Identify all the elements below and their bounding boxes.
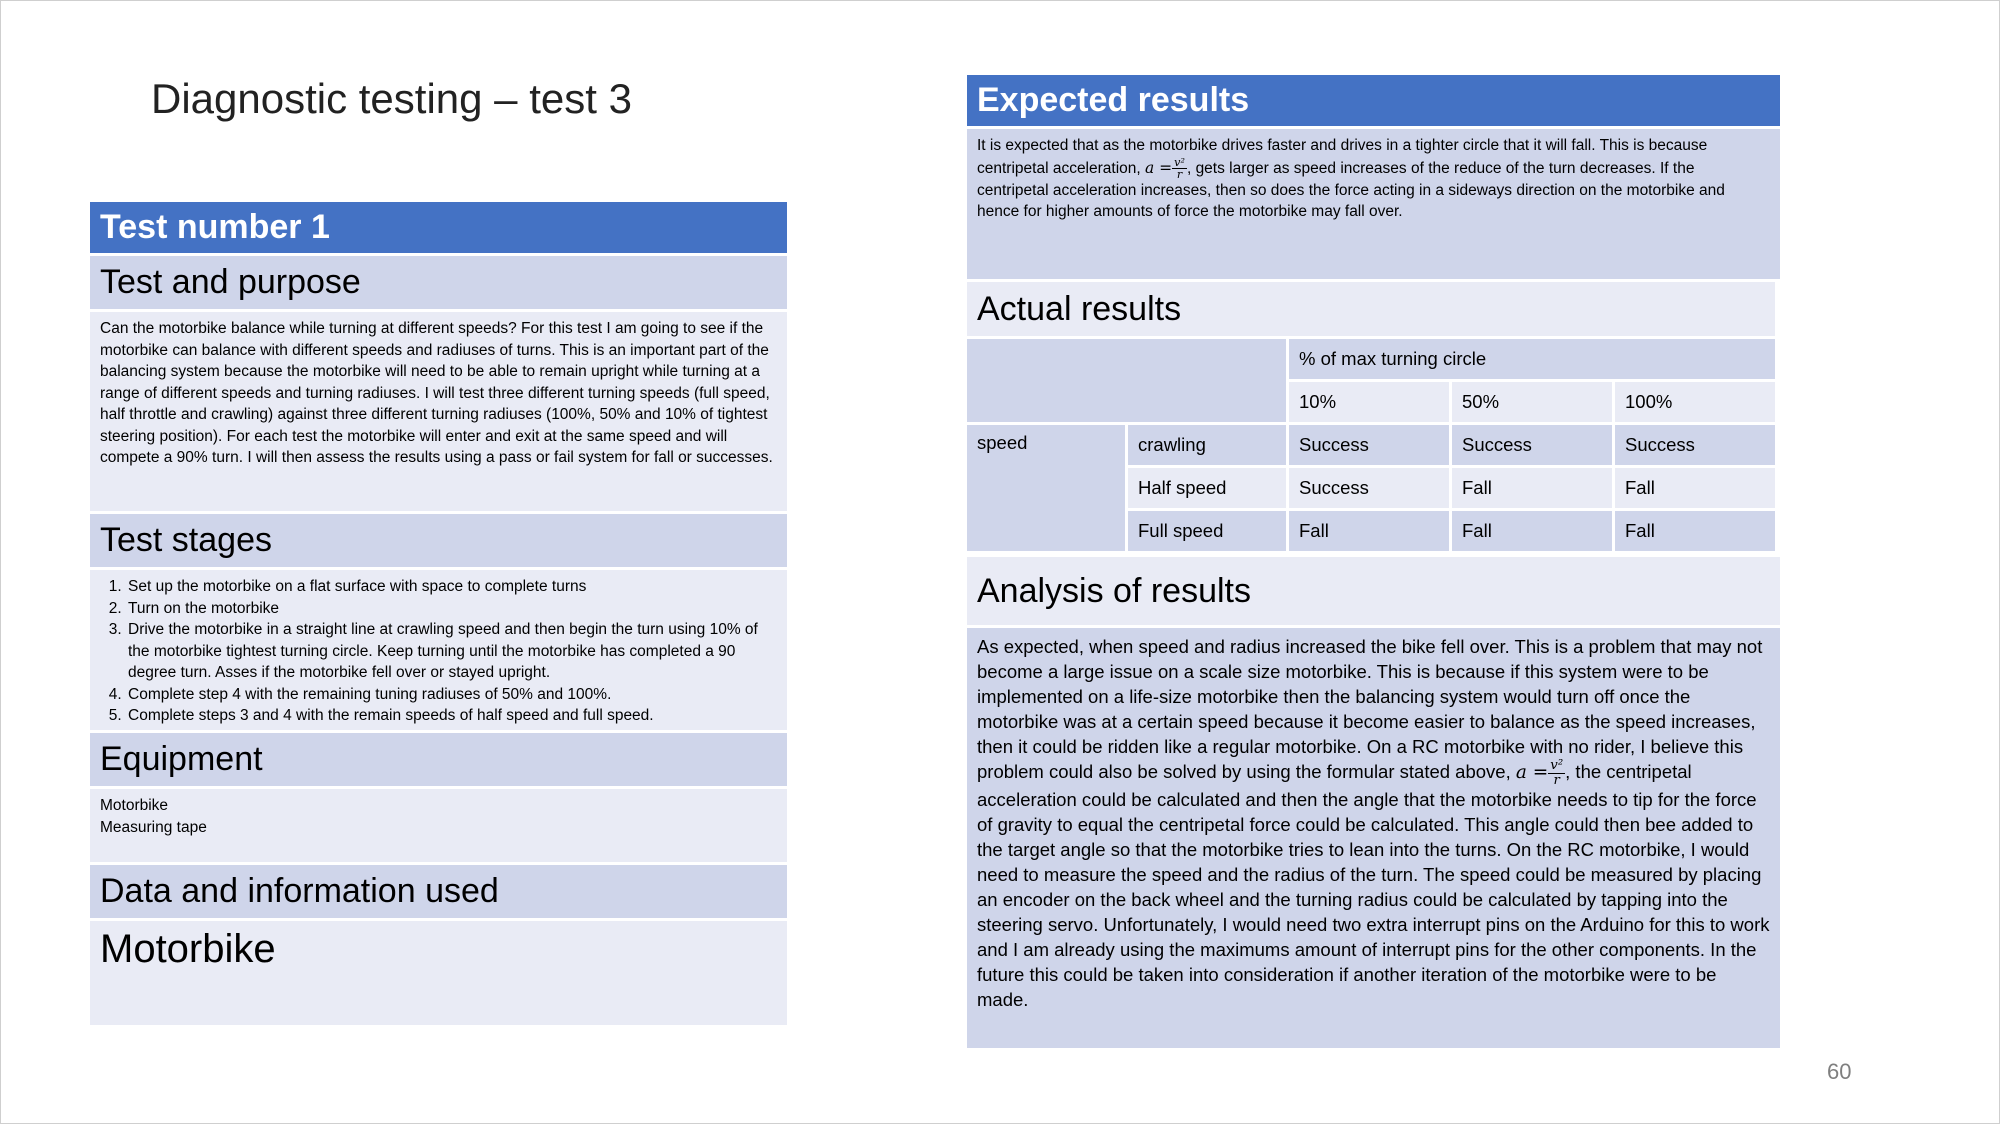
analysis-text <box>967 628 1780 1048</box>
analysis-text-part: , the centripetal acceleration could be calculated and then the angle that the motorbike needs to tip for the force of gravity to equal the centripetal force could be calculated. This angle could then bee added to the target angle so that the motorbike tries to lean into the turns. On the RC motorbike, I would need to measure the speed and the radius of the turn. The speed could be measured by placing an encoder on the back wheel and the turning radius could be calculated by tapping into the steering servo. Unfortunately, I would need two extra interrupt pins on the Arduino for this to work and I am already using the maximums amount of interrupt pins for the other components. In the future this could be taken into consideration if another iteration of the motorbike were to be made. <box>977 761 1770 1010</box>
slide-title: Diagnostic testing – test 3 <box>151 75 632 122</box>
result-cell: Fall <box>1289 511 1449 551</box>
analysis-table <box>967 557 1780 1048</box>
formula-denominator: r <box>1553 772 1560 788</box>
column-header: 50% <box>1452 382 1612 422</box>
formula-denominator: r <box>1176 167 1183 181</box>
result-cell: Success <box>1452 425 1612 465</box>
analysis-text-part: As expected, when speed and radius increased the bike fell over. This is a problem that may not become a large issue on a scale size motorbike. This is because if this system were to be implemented on a life-size motorbike then the balancing system would turn off once the motorbike was at a certain speed because it become easier to balance as the speed increases, then it could be ridden like a regular motorbike. On a RC motorbike with no rider, I believe this problem could also be solved by using the formular stated above, <box>977 636 1763 782</box>
expected-results-header: Expected results <box>967 75 1780 126</box>
stage-item: 4. Complete step 4 with the remaining tuning radiuses of 50% and 100%. <box>126 684 777 706</box>
row-label: Full speed <box>1128 511 1286 551</box>
test-purpose-text: Can the motorbike balance while turning at different speeds? For this test I am going to see if the motorbike can balance with different speeds and radiuses of turns. This is an important part of the balancing system because the motorbike will need to be able to remain upright while turning at a range of different speeds and turning radiuses. I will test three different turning speeds (full speed, half throttle and crawling) against three different turning radiuses (100%, 50% and 10% of tightest steering position). For each test the motorbike will enter and exit at the same speed and will compete a 90% turn. I will then assess the results using a pass or fail system for fall or successes. <box>90 312 787 511</box>
equipment-item: Measuring tape <box>100 818 207 836</box>
result-cell: Success <box>1289 468 1449 508</box>
result-cell: Fall <box>1452 468 1612 508</box>
page-number: 60 <box>1827 1059 1852 1084</box>
stage-item: 5. Complete steps 3 and 4 with the remain speeds of half speed and full speed. <box>126 705 777 727</box>
test-plan-table <box>90 202 787 1025</box>
result-cell: Fall <box>1615 468 1775 508</box>
test-number-header: Test number 1 <box>90 202 787 253</box>
equipment-heading: Equipment <box>90 733 787 786</box>
column-header: 100% <box>1615 382 1775 422</box>
result-cell: Success <box>1289 425 1449 465</box>
empty-corner-cell <box>967 339 1286 422</box>
analysis-heading: Analysis of results <box>967 557 1780 625</box>
expected-results-table <box>967 75 1780 279</box>
formula-numerator: v² <box>1174 155 1185 169</box>
test-stages-list <box>100 576 777 727</box>
test-purpose-heading: Test and purpose <box>90 256 787 309</box>
row-label: Half speed <box>1128 468 1286 508</box>
formula-fraction <box>1172 157 1187 180</box>
test-stages-heading: Test stages <box>90 514 787 567</box>
row-label: crawling <box>1128 425 1286 465</box>
result-cell: Fall <box>1615 511 1775 551</box>
equipment-cell <box>90 789 787 862</box>
column-header: 10% <box>1289 382 1449 422</box>
stage-item: 1. Set up the motorbike on a flat surface with space to complete turns <box>126 576 777 598</box>
result-cell: Success <box>1615 425 1775 465</box>
stage-item: 3. Drive the motorbike in a straight line at crawling speed and then begin the turn using 10% of the motorbike tightest turning circle. Keep turning until the motorbike has completed a 90 degree turn. Asses if the motorbike fell over or stayed upright. <box>126 619 777 684</box>
equipment-item: Motorbike <box>100 797 169 814</box>
actual-results-heading: Actual results <box>967 282 1775 336</box>
stage-item: 2. Turn on the motorbike <box>126 598 777 620</box>
expected-results-text <box>967 129 1780 279</box>
formula-numerator: v² <box>1550 758 1564 774</box>
formula-fraction <box>1548 759 1565 787</box>
result-cell: Fall <box>1452 511 1612 551</box>
actual-results-table <box>967 282 1780 551</box>
formula-lhs: a = <box>1145 158 1173 177</box>
data-info-heading: Data and information used <box>90 865 787 918</box>
expected-text-part: It is expected that as the motorbike drives faster and drives in a tighter circle that it will fall. This is because centripetal acceleration, <box>977 137 1708 177</box>
turning-circle-header: % of max turning circle <box>1289 339 1775 379</box>
test-stages-cell <box>90 570 787 730</box>
formula-lhs: a = <box>1515 762 1549 783</box>
expected-text-part: , gets larger as speed increases of the reduce of the turn decreases. If the centripetal acceleration increases, then so does the force acting in a sideways direction on the motorbike and hence for higher amounts of force the motorbike may fall over. <box>977 159 1725 221</box>
data-info-value: Motorbike <box>90 921 787 1025</box>
speed-row-header: speed <box>967 425 1125 551</box>
